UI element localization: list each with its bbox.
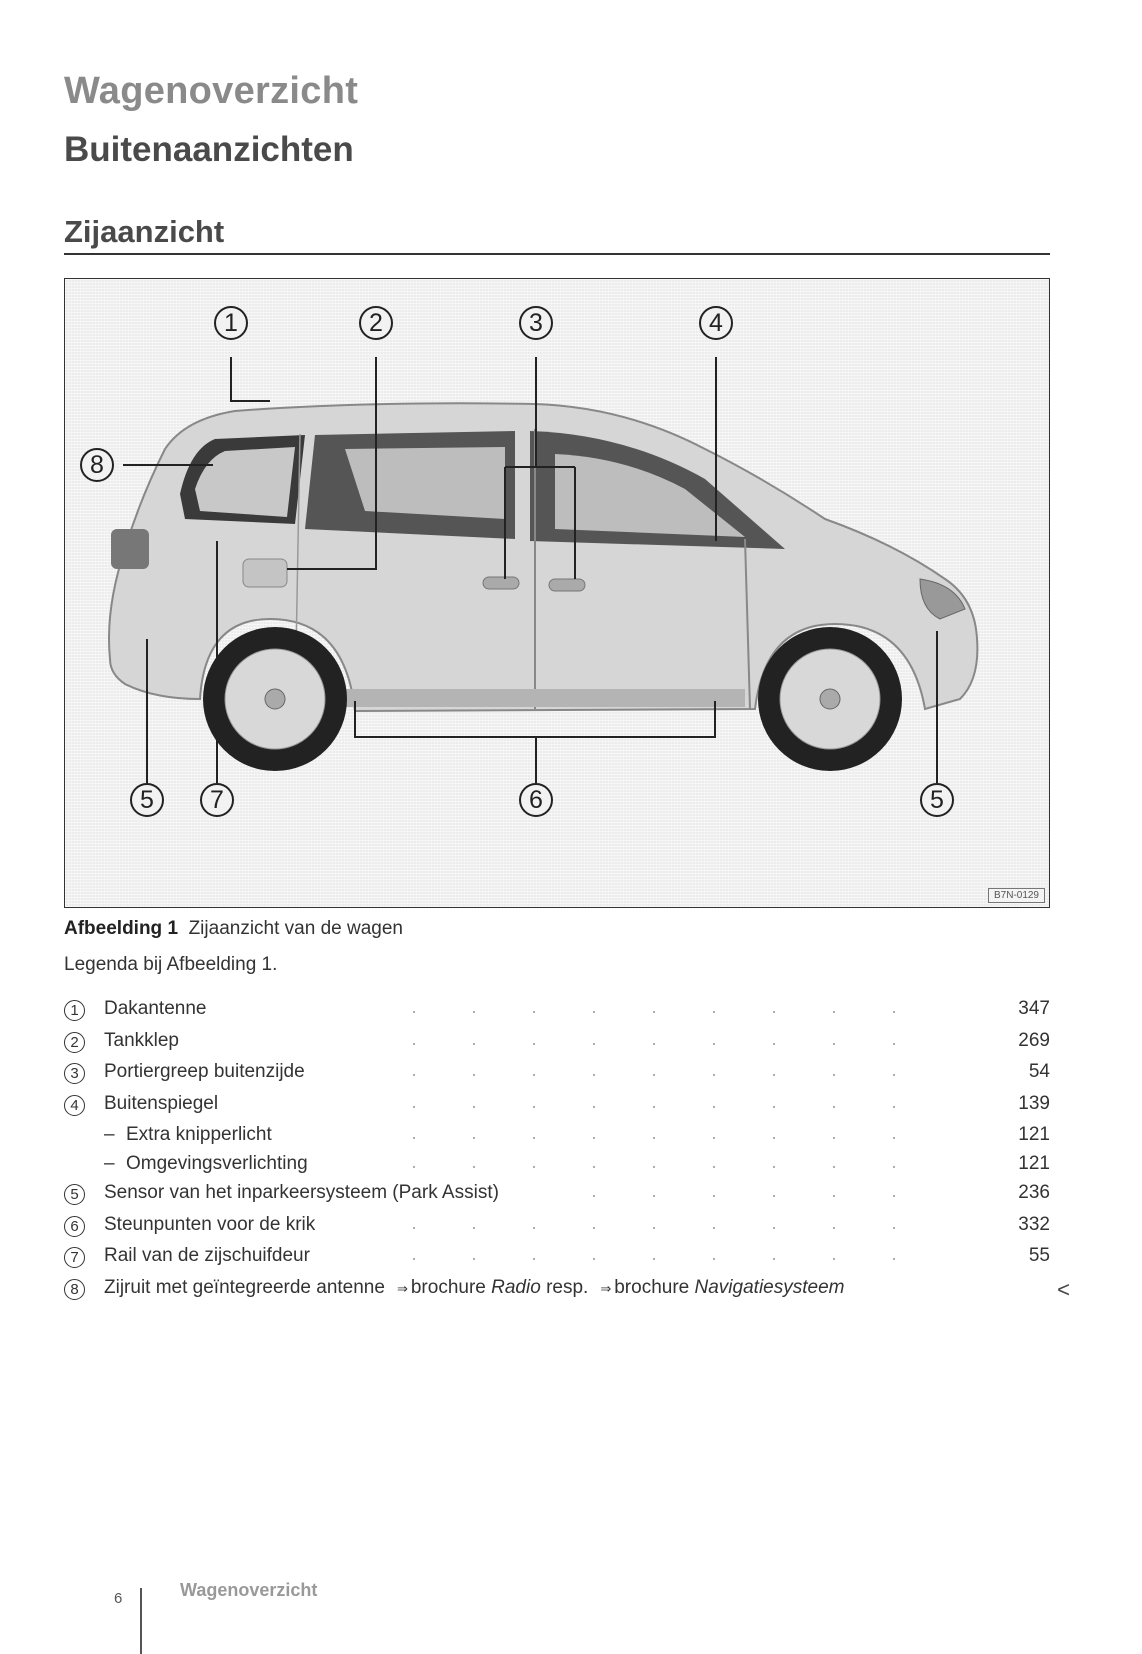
section-title: Buitenaanzichten bbox=[64, 130, 354, 169]
item-label: Portiergreep buitenzijde bbox=[104, 1061, 305, 1082]
legend-item bbox=[64, 1093, 1050, 1125]
page-reference: 55 bbox=[1028, 1245, 1050, 1266]
item-number-badge: 4 bbox=[64, 1095, 85, 1116]
legend-item bbox=[64, 1030, 1050, 1062]
dot-leader bbox=[384, 1042, 930, 1046]
callout-7: 7 bbox=[200, 783, 234, 817]
page-reference: 269 bbox=[1018, 1029, 1050, 1051]
item-label: Sensor van het inparkeersysteem (Park Assist) bbox=[104, 1182, 499, 1203]
legend-heading: Legenda bij Afbeelding 1. bbox=[64, 954, 278, 975]
page-reference: 236 bbox=[1018, 1182, 1050, 1203]
caption-text: Zijaanzicht van de wagen bbox=[188, 918, 403, 939]
item-label: Steunpunten voor de krik bbox=[104, 1213, 316, 1235]
legend-item bbox=[64, 1182, 1050, 1214]
legend-item bbox=[64, 1245, 1050, 1277]
item-label: Omgevingsverlichting bbox=[126, 1153, 308, 1174]
footer-chapter: Wagenoverzicht bbox=[180, 1580, 318, 1600]
reference-arrow-icon: ⇒ bbox=[600, 1280, 612, 1296]
page-reference: 121 bbox=[1018, 1124, 1050, 1145]
item-label: Dakantenne bbox=[104, 998, 207, 1019]
page-reference: 139 bbox=[1018, 1092, 1050, 1114]
chapter-title: Wagenoverzicht bbox=[64, 70, 359, 112]
item-number-badge: 7 bbox=[64, 1247, 85, 1268]
section-end-mark: < bbox=[1057, 1276, 1070, 1302]
item-number-badge: 3 bbox=[64, 1063, 85, 1084]
item-number-badge: 5 bbox=[64, 1184, 85, 1205]
heading-rule bbox=[64, 253, 1050, 255]
page-reference: 121 bbox=[1018, 1153, 1050, 1174]
item-label: Buitenspiegel bbox=[104, 1092, 219, 1114]
dot-leader bbox=[384, 1105, 930, 1109]
page-number: 6 bbox=[114, 1590, 123, 1607]
figure-code: B7N-0129 bbox=[988, 888, 1045, 903]
item-label: Tankklep bbox=[104, 1029, 179, 1051]
legend-item bbox=[64, 1214, 1050, 1246]
callout-4: 4 bbox=[699, 306, 733, 340]
footer-divider bbox=[140, 1588, 142, 1654]
callout-3: 3 bbox=[519, 306, 553, 340]
callout-8: 8 bbox=[80, 448, 114, 482]
item-label: Rail van de zijschuifdeur bbox=[104, 1245, 310, 1266]
legend-list bbox=[64, 998, 1070, 1308]
car-side-view-figure bbox=[64, 278, 1050, 908]
callout-5-front: 5 bbox=[920, 783, 954, 817]
item-number-badge: 8 bbox=[64, 1279, 85, 1300]
legend-subitem bbox=[64, 1153, 1050, 1182]
dot-leader bbox=[564, 1194, 930, 1198]
page-reference: 347 bbox=[1018, 998, 1050, 1019]
item-number-badge: 6 bbox=[64, 1216, 85, 1237]
legend-subitem bbox=[64, 1124, 1050, 1153]
reference-arrow-icon: ⇒ bbox=[396, 1280, 408, 1296]
legend-item bbox=[64, 1061, 1050, 1093]
dot-leader bbox=[384, 1010, 930, 1014]
ref-resp: resp. bbox=[546, 1276, 589, 1298]
item-label bbox=[104, 1277, 844, 1299]
ref-prefix: brochure bbox=[614, 1276, 690, 1298]
dash-bullet: – bbox=[104, 1124, 115, 1145]
dot-leader bbox=[384, 1257, 930, 1261]
dot-leader bbox=[384, 1165, 930, 1169]
caption-label: Afbeelding 1 bbox=[64, 918, 179, 939]
figure-caption bbox=[64, 918, 403, 940]
dash-bullet: – bbox=[104, 1153, 115, 1174]
ref-prefix: brochure bbox=[410, 1276, 486, 1298]
callout-2: 2 bbox=[359, 306, 393, 340]
ref-radio-brochure[interactable]: Radio bbox=[491, 1276, 541, 1298]
page-reference: 54 bbox=[1028, 1061, 1050, 1082]
legend-item bbox=[64, 998, 1050, 1030]
legend-item bbox=[64, 1276, 1070, 1309]
callout-1: 1 bbox=[214, 306, 248, 340]
item-number-badge: 2 bbox=[64, 1032, 85, 1053]
subsection-title: Zijaanzicht bbox=[64, 214, 225, 249]
ref-navigation-brochure[interactable]: Navigatiesysteem bbox=[694, 1276, 845, 1298]
dot-leader bbox=[384, 1136, 930, 1140]
item-label-text: Zijruit met geïntegreerde antenne bbox=[104, 1276, 385, 1298]
item-number-badge: 1 bbox=[64, 1000, 85, 1021]
item-label: Extra knipperlicht bbox=[126, 1124, 272, 1145]
dot-leader bbox=[384, 1226, 930, 1230]
page-reference: 332 bbox=[1018, 1213, 1050, 1235]
callout-6: 6 bbox=[519, 783, 553, 817]
callout-5-rear: 5 bbox=[130, 783, 164, 817]
dot-leader bbox=[384, 1073, 930, 1077]
